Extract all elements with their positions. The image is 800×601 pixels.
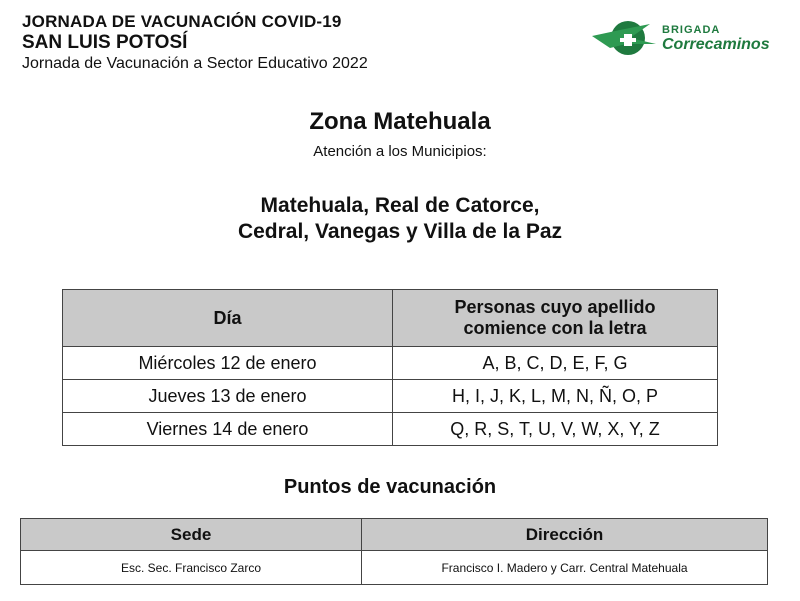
- table-row: [63, 413, 718, 446]
- schedule-letters-cell: Q, R, S, T, U, V, W, X, Y, Z: [393, 413, 718, 446]
- municipios-list: [0, 193, 800, 245]
- table-row: [21, 551, 768, 585]
- schedule-letters-cell: A, B, C, D, E, F, G: [393, 347, 718, 380]
- logo-text-bottom: Correcaminos: [662, 36, 770, 53]
- schedule-day-cell: Miércoles 12 de enero: [63, 347, 393, 380]
- header-campaign-title: JORNADA DE VACUNACIÓN COVID-19: [22, 12, 342, 31]
- municipios-line-1: Matehuala, Real de Catorce,: [260, 194, 540, 217]
- schedule-letters-cell: H, I, J, K, L, M, N, Ñ, O, P: [393, 380, 718, 413]
- logo-text-top: BRIGADA: [662, 24, 721, 36]
- roadrunner-icon: [590, 18, 660, 58]
- puntos-header-direccion: Dirección: [362, 519, 768, 551]
- schedule-header-letters-line-2: comience con la letra: [463, 318, 647, 338]
- schedule-header-letters: [393, 290, 718, 347]
- puntos-sede-cell: Esc. Sec. Francisco Zarco: [21, 551, 362, 585]
- zone-title: Zona Matehuala: [309, 108, 491, 135]
- puntos-title: Puntos de vacunación: [283, 476, 497, 498]
- puntos-header-row: [21, 519, 768, 551]
- brigada-correcaminos-logo: [590, 18, 780, 62]
- schedule-table: [62, 289, 718, 446]
- puntos-direccion-cell: Francisco I. Madero y Carr. Central Matehuala: [362, 551, 768, 585]
- zone-subtitle: Atención a los Municipios:: [313, 143, 487, 160]
- schedule-day-cell: Viernes 14 de enero: [63, 413, 393, 446]
- schedule-header-day: Día: [63, 290, 393, 347]
- municipios-line-2: Cedral, Vanegas y Villa de la Paz: [237, 220, 563, 243]
- puntos-header-sede: Sede: [21, 519, 362, 551]
- table-row: [63, 380, 718, 413]
- puntos-table: [20, 518, 768, 585]
- schedule-header-letters-line-1: Personas cuyo apellido: [454, 297, 656, 317]
- header-subtitle: Jornada de Vacunación a Sector Educativo 2022: [22, 55, 368, 72]
- schedule-day-cell: Jueves 13 de enero: [63, 380, 393, 413]
- document-header: [22, 12, 542, 74]
- table-row: [63, 347, 718, 380]
- schedule-header-row: [63, 290, 718, 347]
- header-state: SAN LUIS POTOSÍ: [22, 32, 188, 53]
